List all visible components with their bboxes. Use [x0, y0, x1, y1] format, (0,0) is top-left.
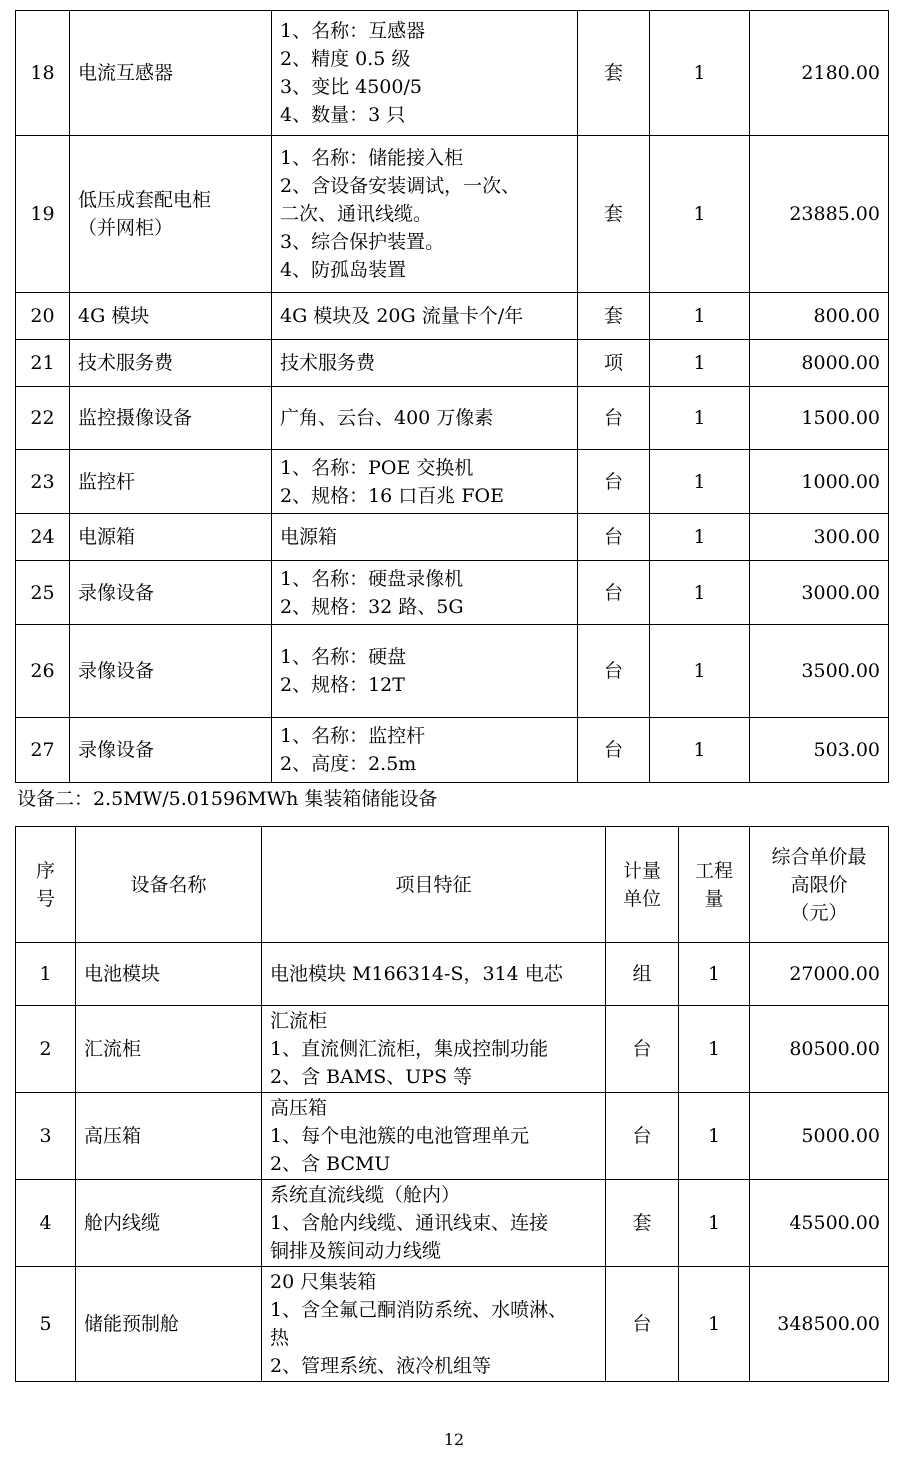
measure-unit: 项	[578, 340, 650, 387]
measure-unit: 台	[578, 561, 650, 625]
quantity: 1	[650, 514, 750, 561]
measure-unit: 台	[578, 718, 650, 783]
measure-unit: 套	[578, 11, 650, 136]
table-row	[16, 387, 889, 450]
row-number: 26	[16, 625, 70, 718]
unit-price-cap: 503.00	[750, 718, 889, 783]
table-row	[16, 625, 889, 718]
equipment-name: 舱内线缆	[76, 1180, 262, 1267]
equipment-name: 录像设备	[70, 718, 272, 783]
measure-unit: 套	[578, 136, 650, 293]
quantity: 1	[679, 1006, 750, 1093]
item-feature: 技术服务费	[272, 340, 578, 387]
unit-price-cap: 27000.00	[750, 943, 889, 1006]
item-feature: 20 尺集装箱 1、含全氟己酮消防系统、水喷淋、 热 2、管理系统、液冷机组等	[262, 1267, 606, 1382]
quantity: 1	[679, 1267, 750, 1382]
item-feature: 4G 模块及 20G 流量卡个/年	[272, 293, 578, 340]
equipment-table-2	[15, 826, 889, 1382]
table-row	[16, 293, 889, 340]
unit-price-cap: 23885.00	[750, 136, 889, 293]
item-feature: 汇流柜 1、直流侧汇流柜，集成控制功能 2、含 BAMS、UPS 等	[262, 1006, 606, 1093]
measure-unit: 台	[578, 625, 650, 718]
header-name: 设备名称	[76, 827, 262, 943]
table-header-row	[16, 827, 889, 943]
item-feature: 1、名称：互感器 2、精度 0.5 级 3、变比 4500/5 4、数量：3 只	[272, 11, 578, 136]
measure-unit: 套	[578, 293, 650, 340]
item-feature: 高压箱 1、每个电池簇的电池管理单元 2、含 BCMU	[262, 1093, 606, 1180]
quantity: 1	[679, 1093, 750, 1180]
quantity: 1	[650, 11, 750, 136]
header-feature: 项目特征	[262, 827, 606, 943]
row-number: 19	[16, 136, 70, 293]
table-row	[16, 514, 889, 561]
item-feature: 1、名称：监控杆 2、高度：2.5m	[272, 718, 578, 783]
quantity: 1	[679, 1180, 750, 1267]
table-row	[16, 450, 889, 514]
header-unit: 计量 单位	[606, 827, 679, 943]
quantity: 1	[650, 136, 750, 293]
quantity: 1	[650, 718, 750, 783]
row-number: 24	[16, 514, 70, 561]
equipment-name: 电流互感器	[70, 11, 272, 136]
unit-price-cap: 80500.00	[750, 1006, 889, 1093]
unit-price-cap: 45500.00	[750, 1180, 889, 1267]
row-number: 18	[16, 11, 70, 136]
table-row	[16, 340, 889, 387]
table-row	[16, 718, 889, 783]
equipment-name: 监控摄像设备	[70, 387, 272, 450]
table-row	[16, 1006, 889, 1093]
measure-unit: 台	[606, 1093, 679, 1180]
equipment-name: 汇流柜	[76, 1006, 262, 1093]
item-feature: 1、名称：硬盘 2、规格：12T	[272, 625, 578, 718]
item-feature: 系统直流线缆（舱内） 1、含舱内线缆、通讯线束、连接 铜排及簇间动力线缆	[262, 1180, 606, 1267]
quantity: 1	[679, 943, 750, 1006]
quantity: 1	[650, 561, 750, 625]
item-feature: 电源箱	[272, 514, 578, 561]
equipment-name: 高压箱	[76, 1093, 262, 1180]
section-title: 设备二：2.5MW/5.01596MWh 集装箱储能设备	[17, 788, 438, 810]
item-feature: 1、名称：硬盘录像机 2、规格：32 路、5G	[272, 561, 578, 625]
table-row	[16, 1180, 889, 1267]
unit-price-cap: 800.00	[750, 293, 889, 340]
row-number: 1	[16, 943, 76, 1006]
quantity: 1	[650, 293, 750, 340]
table-row	[16, 1093, 889, 1180]
table-row	[16, 1267, 889, 1382]
equipment-name: 电源箱	[70, 514, 272, 561]
equipment-name: 低压成套配电柜 （并网柜）	[70, 136, 272, 293]
row-number: 2	[16, 1006, 76, 1093]
unit-price-cap: 3500.00	[750, 625, 889, 718]
row-number: 5	[16, 1267, 76, 1382]
item-feature: 电池模块 M166314-S，314 电芯	[262, 943, 606, 1006]
equipment-name: 电池模块	[76, 943, 262, 1006]
item-feature: 1、名称：POE 交换机 2、规格：16 口百兆 FOE	[272, 450, 578, 514]
equipment-name: 录像设备	[70, 561, 272, 625]
row-number: 21	[16, 340, 70, 387]
unit-price-cap: 1000.00	[750, 450, 889, 514]
table-row	[16, 11, 889, 136]
table-row	[16, 943, 889, 1006]
equipment-name: 监控杆	[70, 450, 272, 514]
row-number: 4	[16, 1180, 76, 1267]
table-row	[16, 136, 889, 293]
row-number: 22	[16, 387, 70, 450]
quantity: 1	[650, 340, 750, 387]
unit-price-cap: 348500.00	[750, 1267, 889, 1382]
quantity: 1	[650, 625, 750, 718]
measure-unit: 台	[578, 514, 650, 561]
page-number: 12	[443, 1430, 465, 1449]
header-qty: 工程 量	[679, 827, 750, 943]
row-number: 23	[16, 450, 70, 514]
row-number: 20	[16, 293, 70, 340]
header-no: 序 号	[16, 827, 76, 943]
equipment-table-1	[15, 10, 889, 783]
equipment-name: 储能预制舱	[76, 1267, 262, 1382]
equipment-name: 4G 模块	[70, 293, 272, 340]
unit-price-cap: 5000.00	[750, 1093, 889, 1180]
unit-price-cap: 3000.00	[750, 561, 889, 625]
quantity: 1	[650, 387, 750, 450]
measure-unit: 台	[606, 1006, 679, 1093]
measure-unit: 组	[606, 943, 679, 1006]
measure-unit: 台	[606, 1267, 679, 1382]
unit-price-cap: 300.00	[750, 514, 889, 561]
row-number: 3	[16, 1093, 76, 1180]
header-price: 综合单价最 高限价 （元）	[750, 827, 889, 943]
equipment-name: 技术服务费	[70, 340, 272, 387]
item-feature: 广角、云台、400 万像素	[272, 387, 578, 450]
unit-price-cap: 8000.00	[750, 340, 889, 387]
item-feature: 1、名称：储能接入柜 2、含设备安装调试，一次、 二次、通讯线缆。 3、综合保护装置。 4、防孤岛装置	[272, 136, 578, 293]
row-number: 25	[16, 561, 70, 625]
quantity: 1	[650, 450, 750, 514]
equipment-name: 录像设备	[70, 625, 272, 718]
row-number: 27	[16, 718, 70, 783]
unit-price-cap: 1500.00	[750, 387, 889, 450]
unit-price-cap: 2180.00	[750, 11, 889, 136]
measure-unit: 台	[578, 387, 650, 450]
measure-unit: 台	[578, 450, 650, 514]
measure-unit: 套	[606, 1180, 679, 1267]
table-row	[16, 561, 889, 625]
